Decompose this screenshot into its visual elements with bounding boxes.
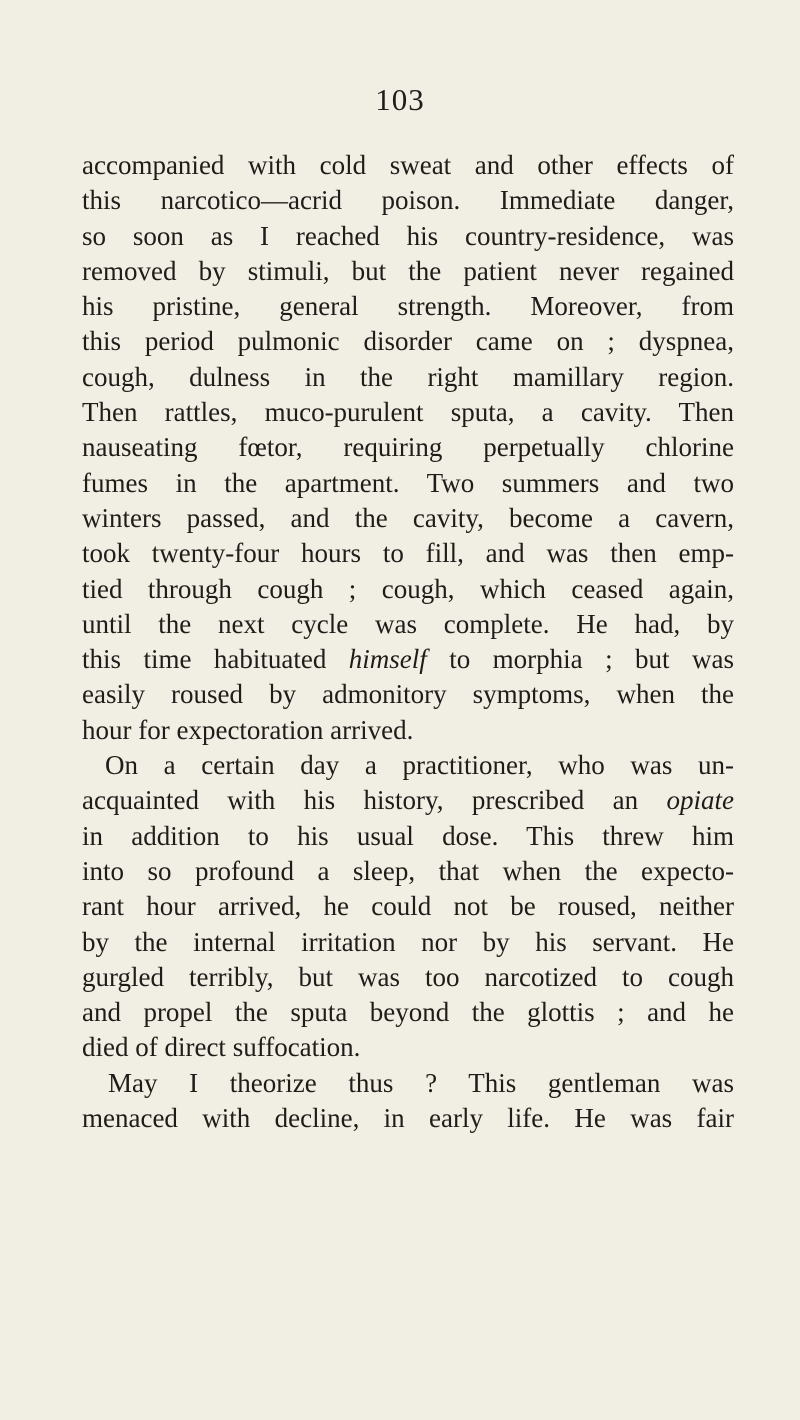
text-line: cough, dulness in the right mamillary region. [82, 361, 734, 392]
paragraph-start-line: On a certain day a practitioner, who was un- [105, 750, 734, 781]
text-line: until the next cycle was complete. He had, by [82, 608, 734, 639]
body-text [82, 148, 734, 1136]
paragraph-end-line: died of direct suffocation. [82, 1032, 361, 1063]
text-line: so soon as I reached his country-residence, was [82, 220, 734, 251]
italic-word: himself [348, 644, 427, 675]
text-line: this period pulmonic disorder came on ; dyspnea, [82, 326, 734, 357]
paragraph-end-line: hour for expectoration arrived. [82, 714, 414, 745]
text-line: gurgled terribly, but was too narcotized to cough [82, 961, 734, 992]
text-line: easily roused by admonitory symptoms, when the [82, 679, 734, 710]
text-segment: this time habituated [82, 644, 349, 675]
text-line: tied through cough ; cough, which ceased again, [82, 573, 734, 604]
text-line: removed by stimuli, but the patient never regained [82, 255, 734, 286]
text-line: nauseating fœtor, requiring perpetually chlorine [82, 432, 734, 463]
text-line: accompanied with cold sweat and other effects of [82, 150, 734, 180]
text-line: rant hour arrived, he could not be roused, neither [82, 891, 734, 922]
text-line: this narcotico—acrid poison. Immediate danger, [82, 185, 734, 216]
text-line-with-italic [82, 642, 734, 677]
page-number: 103 [375, 82, 425, 117]
text-line: in addition to his usual dose. This threw him [82, 820, 734, 851]
text-line: and propel the sputa beyond the glottis ; and he [82, 997, 734, 1028]
text-segment: to morphia ; but was [426, 644, 734, 675]
text-line: by the internal irritation nor by his servant. He [82, 926, 734, 957]
text-line: winters passed, and the cavity, become a cavern, [82, 502, 734, 533]
text-line: Then rattles, muco-purulent sputa, a cavity. Then [82, 397, 734, 428]
text-line-with-italic [82, 783, 734, 818]
text-line: menaced with decline, in early life. He was fair [82, 1103, 734, 1134]
text-line: into so profound a sleep, that when the expecto- [82, 855, 734, 886]
text-segment: acquainted with his history, prescribed an [82, 785, 639, 816]
italic-word: opiate [666, 785, 735, 816]
paragraph-start-line: May I theorize thus ? This gentleman was [108, 1067, 734, 1098]
text-line: his pristine, general strength. Moreover, from [82, 291, 734, 322]
text-line: fumes in the apartment. Two summers and two [82, 467, 734, 498]
text-line: took twenty-four hours to fill, and was then emp- [82, 538, 734, 569]
